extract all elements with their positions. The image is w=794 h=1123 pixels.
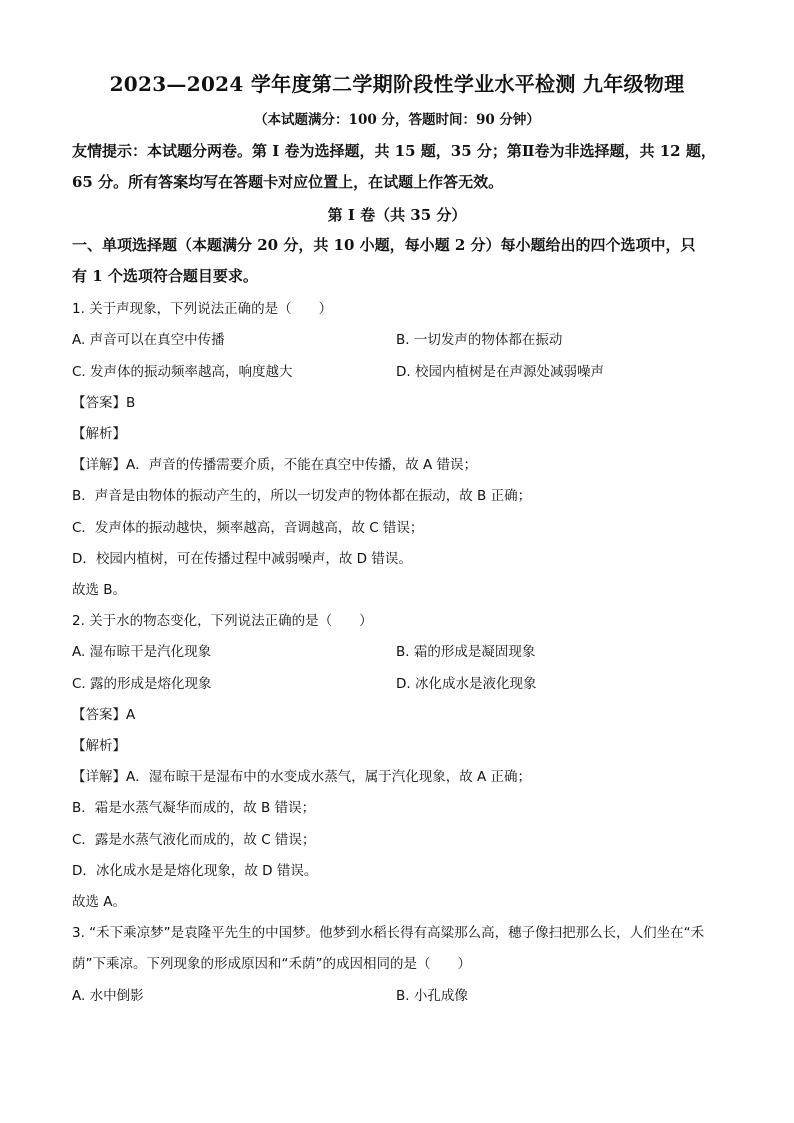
question-2-conclusion: 故选 A。 <box>72 894 127 910</box>
question-2-option-b: B. 霜的形成是凝固现象 <box>396 644 536 660</box>
notice-line-2: 65 分。所有答案均写在答题卡对应位置上，在试题上作答无效。 <box>72 173 504 191</box>
page-subtitle: （本试题满分：100 分，答题时间：90 分钟） <box>254 112 540 128</box>
question-3-option-a: A. 水中倒影 <box>72 988 144 1004</box>
page-title: 2023—2024 学年度第二学期阶段性学业水平检测 九年级物理 <box>109 72 685 96</box>
question-2-detail-1: 【详解】A．湿布晾干是湿布中的水变成水蒸气，属于汽化现象，故 A 正确； <box>72 769 532 785</box>
question-2-detail-3: C．露是水蒸气液化而成的，故 C 错误； <box>72 832 316 848</box>
question-1-option-b: B. 一切发声的物体都在振动 <box>396 332 563 348</box>
question-2-answer: 【答案】A <box>72 707 136 723</box>
question-1-option-d: D. 校园内植树是在声源处减弱噪声 <box>396 364 604 380</box>
question-2-detail-4: D．冰化成水是是熔化现象，故 D 错误。 <box>72 863 318 879</box>
question-1-conclusion: 故选 B。 <box>72 582 127 598</box>
question-2-option-d: D. 冰化成水是液化现象 <box>396 676 537 692</box>
section-title: 第 I 卷（共 35 分） <box>327 206 467 224</box>
question-1-detail-2: B．声音是由物体的振动产生的，所以一切发声的物体都在振动，故 B 正确； <box>72 488 532 504</box>
section-heading-line-1: 一、单项选择题（本题满分 20 分，共 10 小题，每小题 2 分）每小题给出的四个选项中，只 <box>72 236 696 254</box>
question-1-answer: 【答案】B <box>72 395 136 411</box>
question-2-option-c: C. 露的形成是熔化现象 <box>72 676 212 692</box>
question-1-detail-4: D．校园内植树，可在传播过程中减弱噪声，故 D 错误。 <box>72 551 412 567</box>
question-1-option-a: A. 声音可以在真空中传播 <box>72 332 225 348</box>
question-1-detail-3: C．发声体的振动越快，频率越高，音调越高，故 C 错误； <box>72 520 424 536</box>
question-2-option-a: A. 湿布晾干是汽化现象 <box>72 644 212 660</box>
question-1-stem: 1. 关于声现象，下列说法正确的是（ ） <box>72 301 333 317</box>
question-3-option-b: B. 小孔成像 <box>396 988 468 1004</box>
question-2-detail-2: B．霜是水蒸气凝华而成的，故 B 错误； <box>72 800 316 816</box>
question-2-analysis-label: 【解析】 <box>72 738 126 754</box>
question-1-detail-1: 【详解】A．声音的传播需要介质，不能在真空中传播，故 A 错误； <box>72 457 478 473</box>
question-1-option-c: C. 发声体的振动频率越高，响度越大 <box>72 364 293 380</box>
question-3-stem-line-2: 荫”下乘凉。下列现象的形成原因和“禾荫”的成因相同的是（ ） <box>72 956 471 972</box>
question-2-stem: 2. 关于水的物态变化，下列说法正确的是（ ） <box>72 613 373 629</box>
question-3-stem-line-1: 3. “禾下乘凉梦”是袁隆平先生的中国梦。他梦到水稻长得有高粱那么高，穗子像扫把那么长，人们坐在“禾 <box>72 925 705 941</box>
question-1-analysis-label: 【解析】 <box>72 426 126 442</box>
notice-line-1: 友情提示：本试题分两卷。第 I 卷为选择题，共 15 题，35 分；第Ⅱ卷为非选择题，共 12 题， <box>72 142 716 160</box>
section-heading-line-2: 有 1 个选项符合题目要求。 <box>72 267 258 285</box>
